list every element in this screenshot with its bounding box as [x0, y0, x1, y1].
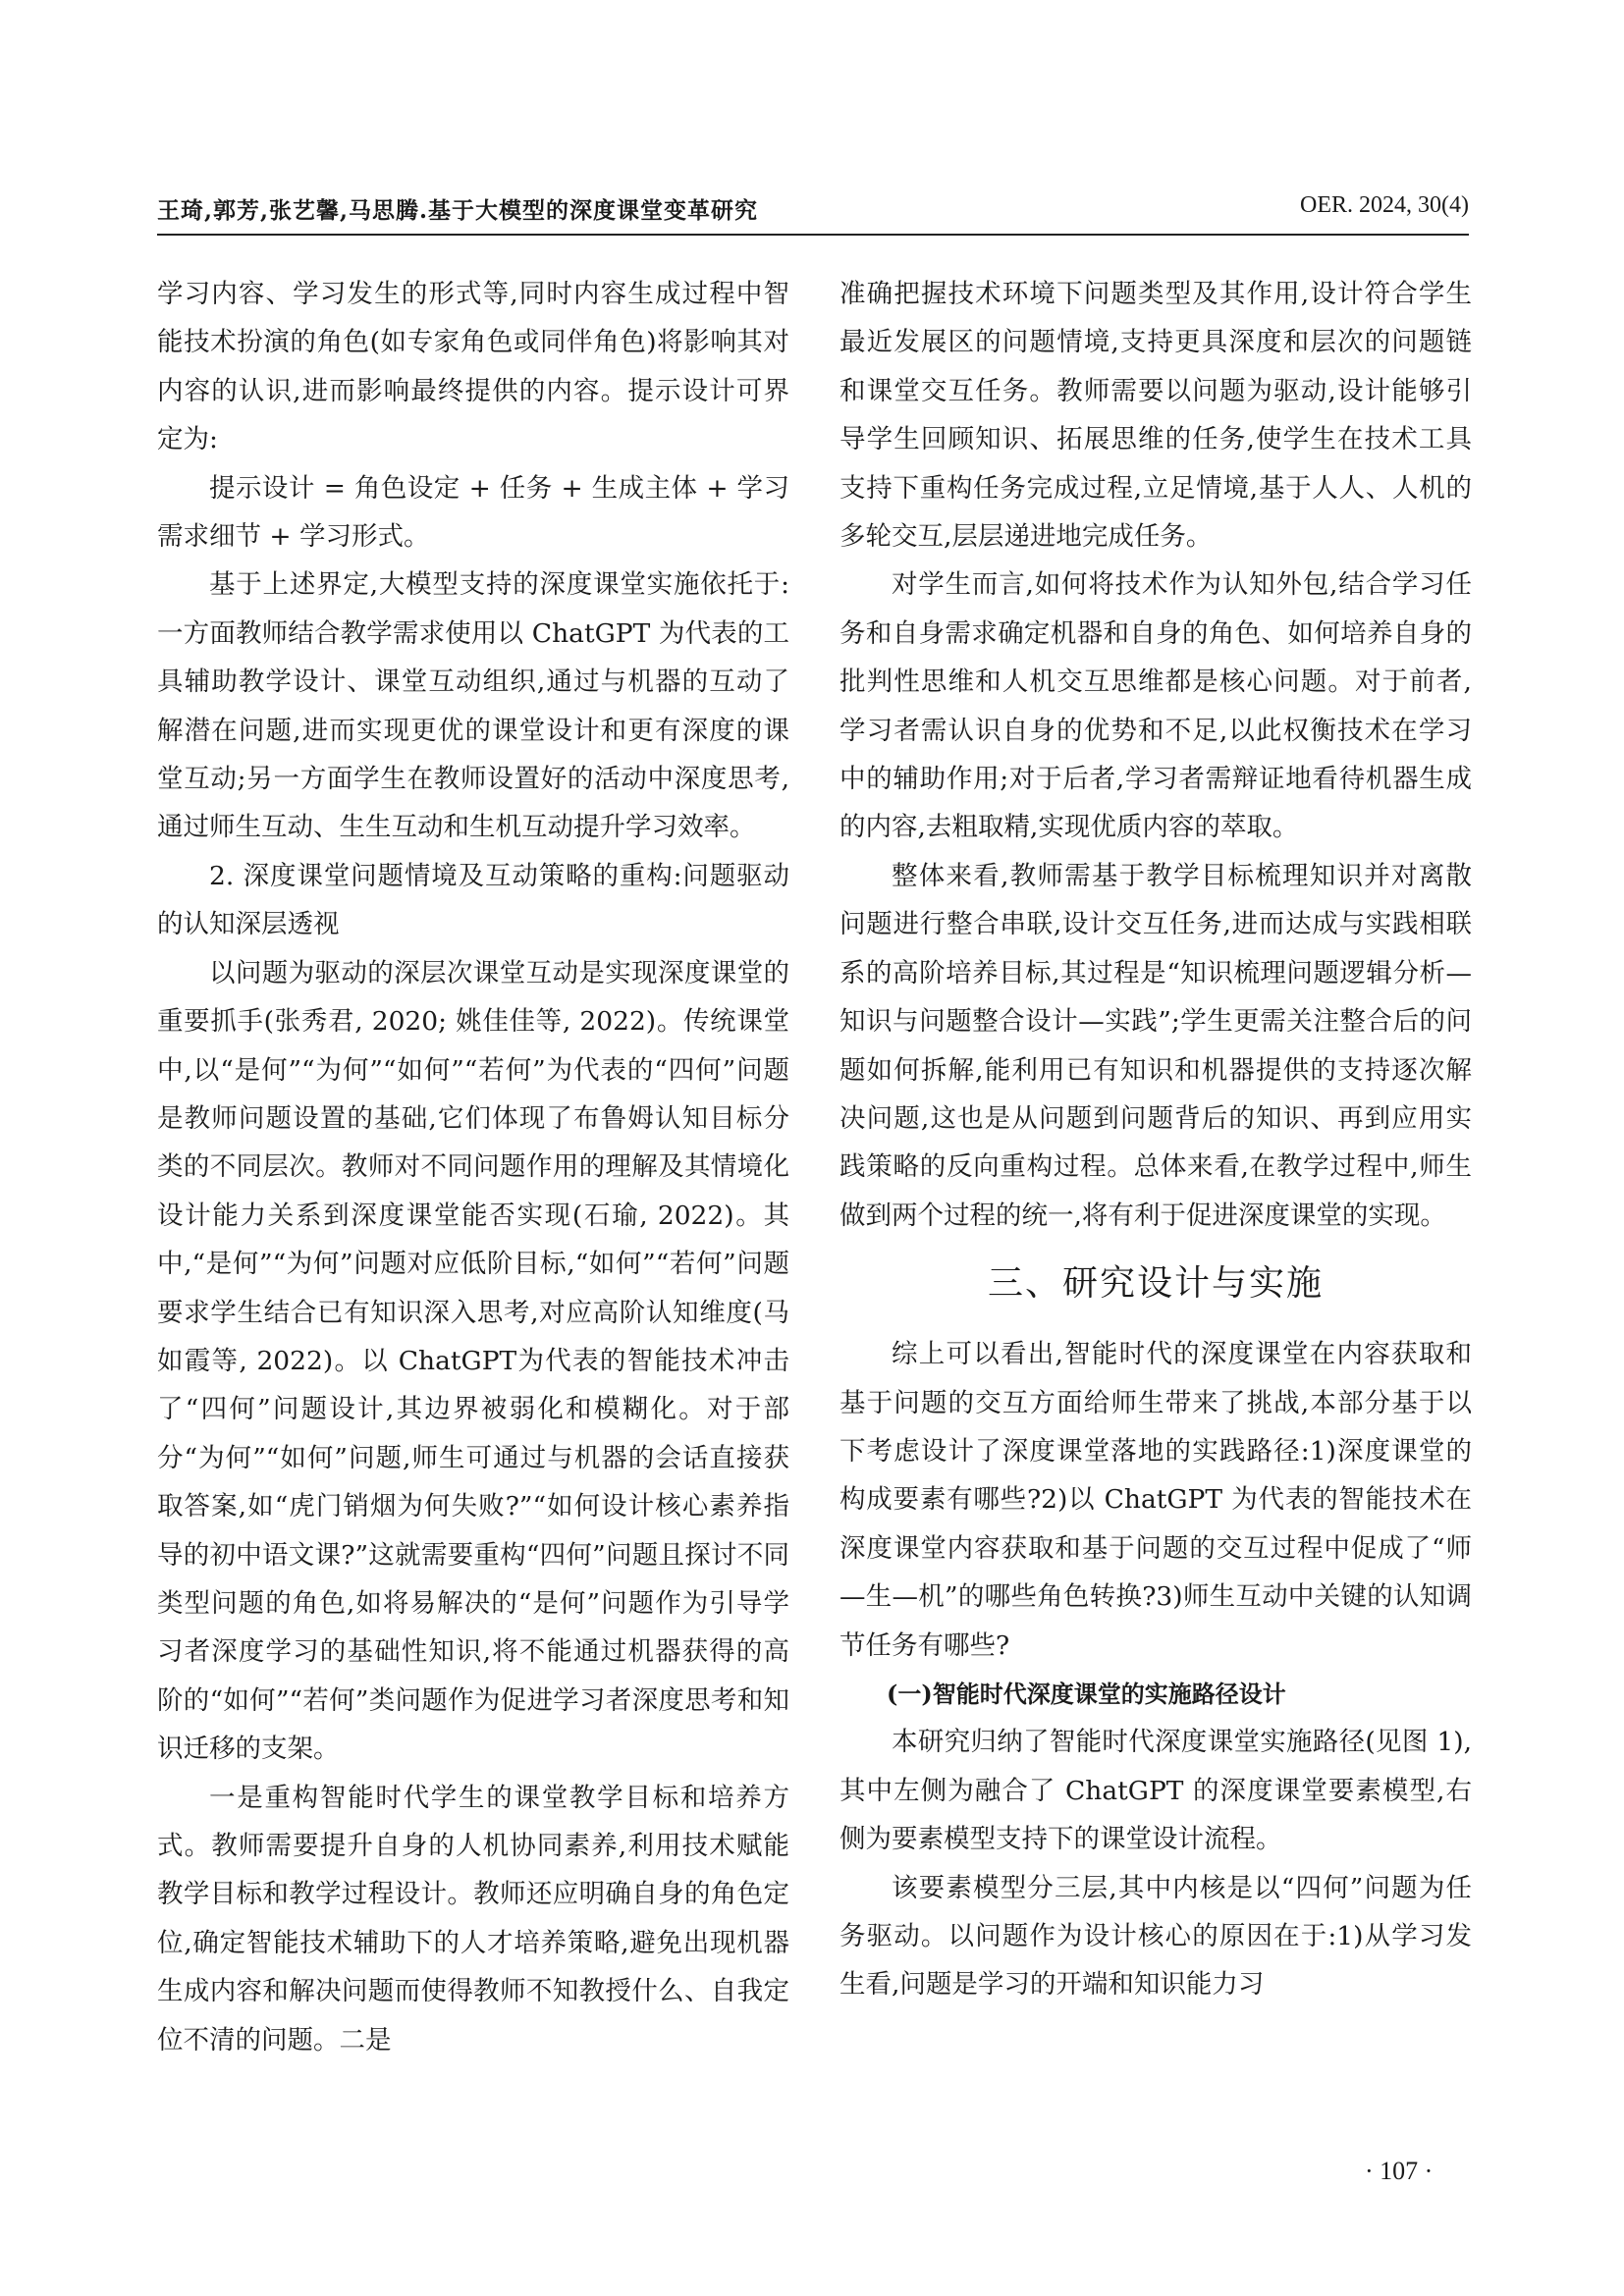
- paragraph: 本研究归纳了智能时代深度课堂实施路径(见图 1),其中左侧为融合了 ChatGPT 的深度课堂要素模型,右侧为要素模型支持下的课堂设计流程。: [839, 1727, 1472, 1855]
- subheading-2: 2. 深度课堂问题情境及互动策略的重构:问题驱动的认知深层透视: [157, 860, 789, 940]
- paragraph: 学习内容、学习发生的形式等,同时内容生成过程中智能技术扮演的角色(如专家角色或同伴角色)将影响其对内容的认识,进而影响最终提供的内容。提示设计可界定为:: [157, 279, 789, 455]
- paragraph: 一是重构智能时代学生的课堂教学目标和培养方式。教师需要提升自身的人机协同素养,利用技术赋能教学目标和教学过程设计。教师还应明确自身的角色定位,确定智能技术辅助下的人才培养策略,避免出现机器生成内容和解决问题而使得教师不知教授什么、自我定位不清的问题。二是: [157, 1782, 789, 2056]
- paragraph: 准确把握技术环境下问题类型及其作用,设计符合学生最近发展区的问题情境,支持更具深度和层次的问题链和课堂交互任务。教师需要以问题为驱动,设计能够引导学生回顾知识、拓展思维的任务,使学生在技术工具支持下重构任务完成过程,立足情境,基于人人、人机的多轮交互,层层递进地完成任务。: [839, 279, 1472, 553]
- right-column: [839, 270, 1472, 2009]
- running-header: [157, 192, 1469, 232]
- paragraph: 整体来看,教师需基于教学目标梳理知识并对离散问题进行整合串联,设计交互任务,进而达成与实践相联系的高阶培养目标,其过程是“知识梳理问题逻辑分析—知识与问题整合设计—实践”;学生更需关注整合后的问题如何拆解,能利用已有知识和机器提供的支持逐次解决问题,这也是从问题到问题背后的知识、再到应用实践策略的反向重构过程。总体来看,在教学过程中,师生做到两个过程的统一,将有利于促进深度课堂的实现。: [839, 860, 1472, 1231]
- header-authors-title: 王琦,郭芳,张艺馨,马思腾.基于大模型的深度课堂变革研究: [157, 197, 759, 224]
- paragraph: 以问题为驱动的深层次课堂互动是实现深度课堂的重要抓手(张秀君, 2020; 姚佳佳等, 2022)。传统课堂中,以“是何”“为何”“如何”“若何”为代表的“四何”问题是教师问题设置的基础,它们体现了布鲁姆认知目标分类的不同层次。教师对不同问题作用的理解及其情境化设计能力关系到深度课堂能否实现(石瑜, 2022)。其中,“是何”“为何”问题对应低阶目标,“如何”“若何”问题要求学生结合已有知识深入思考,对应高阶认知维度(马如霞等, 2022)。以 ChatGPT为代表的智能技术冲击了“四何”问题设计,其边界被弱化和模糊化。对于部分“为何”“如何”问题,师生可通过与机器的会话直接获取答案,如“虎门销烟为何失败?”“如何设计核心素养指导的初中语文课?”这就需要重构“四何”问题且探讨不同类型问题的角色,如将易解决的“是何”问题作为引导学习者深度学习的基础性知识,将不能通过机器获得的高阶的“如何”“若何”类问题作为促进学习者深度思考和知识迁移的支架。: [157, 957, 789, 1765]
- paragraph: 综上可以看出,智能时代的深度课堂在内容获取和基于问题的交互方面给师生带来了挑战,本部分基于以下考虑设计了深度课堂落地的实践路径:1)深度课堂的构成要素有哪些?2)以 ChatGPT 为代表的智能技术在深度课堂内容获取和基于问题的交互过程中促成了“师—生—机”的哪些角色转换?3)师生互动中关键的认知调节任务有哪些?: [839, 1339, 1472, 1661]
- header-rule: [157, 234, 1469, 236]
- paragraph: 基于上述界定,大模型支持的深度课堂实施依托于:一方面教师结合教学需求使用以 ChatGPT 为代表的工具辅助教学设计、课堂互动组织,通过与机器的互动了解潜在问题,进而实现更优的课堂设计和更有深度的课堂互动;另一方面学生在教师设置好的活动中深度思考,通过师生互动、生生互动和生机互动提升学习效率。: [157, 569, 789, 843]
- paragraph: 对学生而言,如何将技术作为认知外包,结合学习任务和自身需求确定机器和自身的角色、如何培养自身的批判性思维和人机交互思维都是核心问题。对于前者,学习者需认识自身的优势和不足,以此权衡技术在学习中的辅助作用;对于后者,学习者需辩证地看待机器生成的内容,去粗取精,实现优质内容的萃取。: [839, 569, 1472, 843]
- subsection-title: (一)智能时代深度课堂的实施路径设计: [887, 1679, 1286, 1708]
- section-title: 三、研究设计与实施: [987, 1263, 1324, 1305]
- page-number: · 107 ·: [1365, 2157, 1434, 2185]
- prompt-design-formula: 提示设计 = 角色设定 + 任务 + 生成主体 + 学习需求细节 + 学习形式。: [157, 472, 789, 553]
- left-column: [157, 270, 789, 2064]
- paragraph: 该要素模型分三层,其中内核是以“四何”问题为任务驱动。以问题作为设计核心的原因在于:1)从学习发生看,问题是学习的开端和知识能力习: [839, 1872, 1472, 2001]
- header-journal-info: OER. 2024, 30(4): [1300, 192, 1469, 218]
